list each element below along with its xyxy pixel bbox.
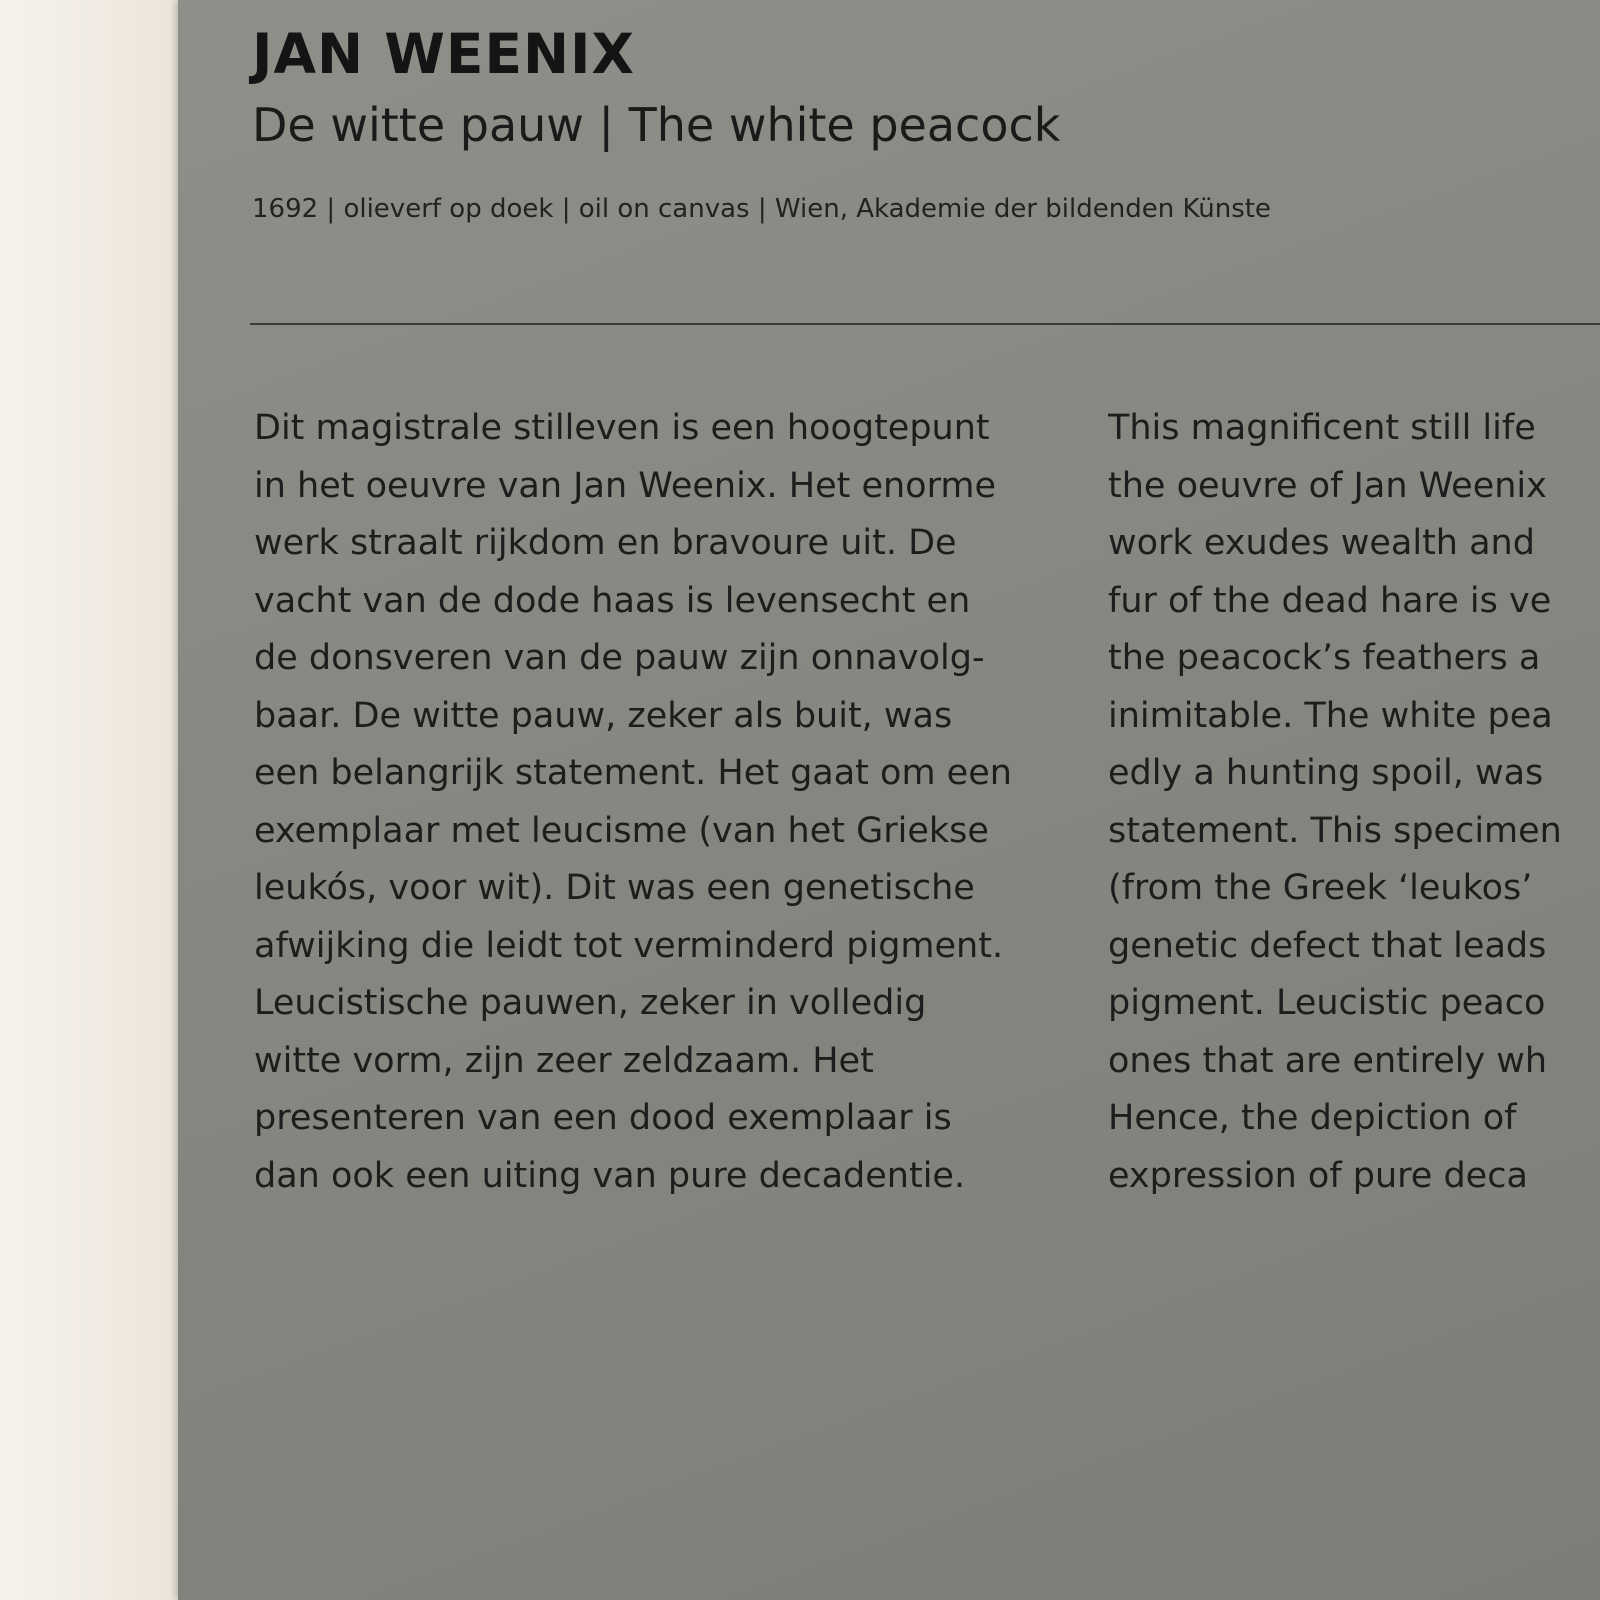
text-line: exemplaar met leucisme (van het Griekse <box>254 810 989 851</box>
text-line: werk straalt rijkdom en bravoure uit. De <box>254 523 957 563</box>
text-line: fur of the dead hare is ve <box>1108 580 1552 621</box>
text-line: baar. De witte pauw, zeker als buit, was <box>254 695 953 736</box>
text-line: edly a hunting spoil, was <box>1108 753 1544 793</box>
text-line: Leucistische pauwen, zeker in volledig <box>254 983 927 1023</box>
text-line: afwijking die leidt tot verminderd pigment. <box>254 925 1004 966</box>
text-line: ones that are entirely wh <box>1108 1040 1548 1081</box>
text-line: vacht van de dode haas is levensecht en <box>254 580 971 621</box>
text-line: presenteren van een dood exemplaar is <box>254 1098 952 1138</box>
text-line: statement. This specimen <box>1108 810 1562 851</box>
text-line: inimitable. The white pea <box>1108 695 1553 736</box>
text-line: Dit magistrale stilleven is een hoogtepunt <box>254 408 990 448</box>
english-text-column <box>1108 400 1600 1205</box>
text-line: the oeuvre of Jan Weenix <box>1108 465 1547 506</box>
text-line: Hence, the depiction of <box>1108 1098 1517 1138</box>
text-line: This magnificent still life <box>1108 408 1536 448</box>
artwork-metadata: 1692 | olieverf op doek | oil on canvas | Wien, Akademie der bildenden Künste <box>252 194 1271 224</box>
text-line: (from the Greek ‘leukos’ <box>1108 868 1533 908</box>
artwork-title: De witte pauw | The white peacock <box>252 98 1061 152</box>
gallery-wall <box>0 0 200 1600</box>
museum-label-panel <box>178 0 1600 1600</box>
text-line: een belangrijk statement. Het gaat om een <box>254 753 1012 793</box>
text-line: leukós, voor wit). Dit was een genetische <box>254 868 975 908</box>
text-line: in het oeuvre van Jan Weenix. Het enorme <box>254 465 996 506</box>
artist-name: JAN WEENIX <box>252 22 635 86</box>
text-line: de donsveren van de pauw zijn onnavolg- <box>254 638 985 678</box>
divider-line <box>250 323 1600 325</box>
text-line: work exudes wealth and <box>1108 523 1535 563</box>
text-line: pigment. Leucistic peaco <box>1108 983 1546 1023</box>
text-line: genetic defect that leads <box>1108 925 1547 966</box>
text-line: witte vorm, zijn zeer zeldzaam. Het <box>254 1040 874 1081</box>
text-line: dan ook een uiting van pure decadentie. <box>254 1155 966 1196</box>
text-line: expression of pure deca <box>1108 1155 1528 1196</box>
dutch-text-column <box>254 400 1094 1205</box>
text-line: the peacock’s feathers a <box>1108 638 1541 678</box>
